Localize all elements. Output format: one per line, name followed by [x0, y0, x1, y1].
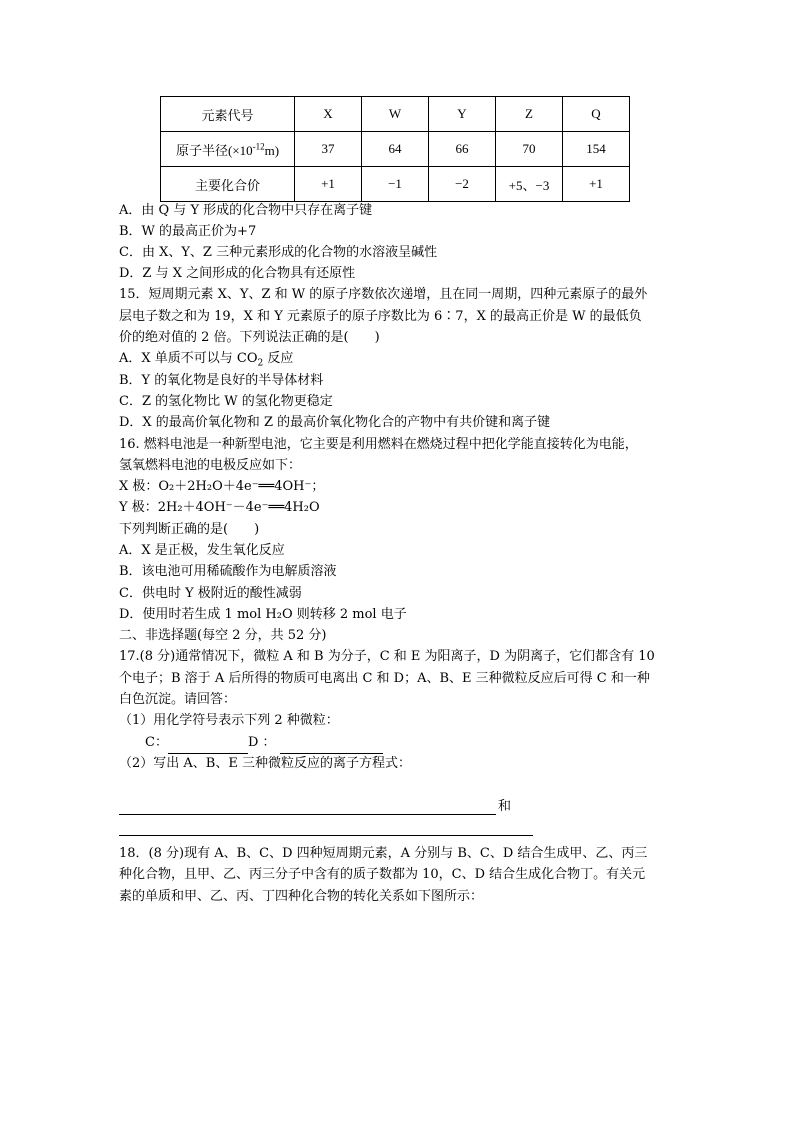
- table-cell: +1: [295, 167, 362, 202]
- q14-option-c: C．由 X、Y、Z 三种元素形成的化合物的水溶液呈碱性: [119, 245, 438, 260]
- q15-stem-line: 层电子数之和为 19，X 和 Y 元素原子的原子序数比为 6∶7，X 的最高正价是 W 的最低负: [119, 309, 642, 324]
- table-cell: +5、−3: [496, 167, 563, 202]
- table-cell: −2: [429, 167, 496, 202]
- table-cell: 66: [429, 132, 496, 167]
- table-cell: 70: [496, 132, 563, 167]
- table-cell: +1: [563, 167, 630, 202]
- q14-option-a: A．由 Q 与 Y 形成的化合物中只存在离子键: [119, 203, 373, 218]
- d-label: D ：: [247, 735, 276, 750]
- table-row: [161, 132, 630, 167]
- table-cell: 154: [563, 132, 630, 167]
- radius-unit: m): [264, 142, 280, 158]
- table-cell: Q: [563, 97, 630, 132]
- q18-line: 素的单质和甲、乙、丙、丁四种化合物的转化关系如下图所示：: [119, 889, 484, 904]
- q16-stem-line: 氢氧燃料电池的电极反应如下：: [119, 458, 302, 473]
- q15-a-subscript: 2: [257, 358, 264, 369]
- answer-line-2[interactable]: [119, 835, 533, 836]
- q15-stem-line: 价的绝对值的 2 倍。下列说法正确的是( ): [119, 330, 380, 345]
- table-cell: Z: [496, 97, 563, 132]
- q15-option-c: C．Z 的氢化物比 W 的氢化物更稳定: [119, 394, 333, 409]
- table-cell: 64: [362, 132, 429, 167]
- table-cell: 37: [295, 132, 362, 167]
- q17-stem-line: 白色沉淀。请回答：: [119, 692, 237, 707]
- q17-stem-line: 17.(8 分)通常情况下，微粒 A 和 B 为分子，C 和 E 为阳离子，D 为阴离子，它们都含有 10: [119, 649, 655, 664]
- q18-line: 种化合物，且甲、乙、丙三分子中含有的质子数都为 10，C、D 结合生成化合物丁。有关元: [119, 867, 646, 882]
- q16-option-b: B．该电池可用稀硫酸作为电解质溶液: [119, 564, 337, 579]
- element-table: [160, 96, 630, 202]
- q15-option-b: B．Y 的氧化物是良好的半导体材料: [119, 373, 324, 388]
- answer-blank-d[interactable]: [280, 738, 383, 754]
- table-cell: Y: [429, 97, 496, 132]
- q16-x-equation: X 极：O₂＋2H₂O＋4e⁻══4OH⁻；: [119, 479, 325, 494]
- q16-option-d: D．使用时若生成 1 mol H₂O 则转移 2 mol 电子: [119, 607, 407, 622]
- q16-option-a: A．X 是正极，发生氧化反应: [119, 543, 285, 558]
- answer-line-1[interactable]: [119, 814, 496, 815]
- table-cell: 元素代号: [161, 97, 295, 132]
- q18-line: 18．(8 分)现有 A、B、C、D 四种短周期元素，A 分别与 B、C、D 结合生成甲、乙、丙三: [119, 846, 648, 861]
- and-label: 和: [498, 799, 512, 814]
- q15-option-d: D．X 的最高价氧化物和 Z 的最高价氧化物化合的产物中有共价键和离子键: [119, 415, 551, 430]
- section-heading: 二、非选择题(每空 2 分，共 52 分): [119, 628, 327, 643]
- c-label: C：: [145, 735, 168, 750]
- q16-stem-line: 下列判断正确的是( ): [119, 522, 260, 537]
- radius-label: 原子半径(×10: [175, 142, 253, 158]
- q17-sub1: （1）用化学符号表示下列 2 种微粒：: [119, 713, 339, 728]
- table-row: [161, 97, 630, 132]
- radius-exponent: -12: [252, 141, 265, 152]
- q17-stem-line: 个电子；B 溶于 A 后所得的物质可电离出 C 和 D；A、B、E 三种微粒反应后可得 C 和一种: [119, 671, 650, 686]
- answer-blank-c[interactable]: [168, 738, 248, 754]
- q16-y-equation: Y 极：2H₂＋4OH⁻－4e⁻══4H₂O: [119, 500, 320, 515]
- table-row: [161, 167, 630, 202]
- table-cell: W: [362, 97, 429, 132]
- q17-sub2: （2）写出 A、B、E 三种微粒反应的离子方程式：: [119, 756, 411, 771]
- q15-stem-line: 15．短周期元素 X、Y、Z 和 W 的原子序数依次递增，且在同一周期，四种元素原子的最外: [119, 287, 648, 302]
- q17-answer-line: [145, 732, 383, 754]
- q15-a-text-end: 反应: [263, 351, 294, 366]
- table-cell: −1: [362, 167, 429, 202]
- table-cell: X: [295, 97, 362, 132]
- q15-a-text: A．X 单质不可以与 CO: [119, 351, 258, 366]
- q16-stem-line: 16. 燃料电池是一种新型电池，它主要是利用燃料在燃烧过程中把化学能直接转化为电能，: [119, 437, 638, 452]
- q14-option-b: B．W 的最高正价为+7: [119, 224, 257, 239]
- q14-option-d: D．Z 与 X 之间形成的化合物具有还原性: [119, 266, 356, 281]
- table-cell: 主要化合价: [161, 167, 295, 202]
- table-cell-radius-label: [161, 132, 295, 167]
- q16-option-c: C．供电时 Y 极附近的酸性减弱: [119, 586, 302, 601]
- q15-option-a: [119, 348, 293, 370]
